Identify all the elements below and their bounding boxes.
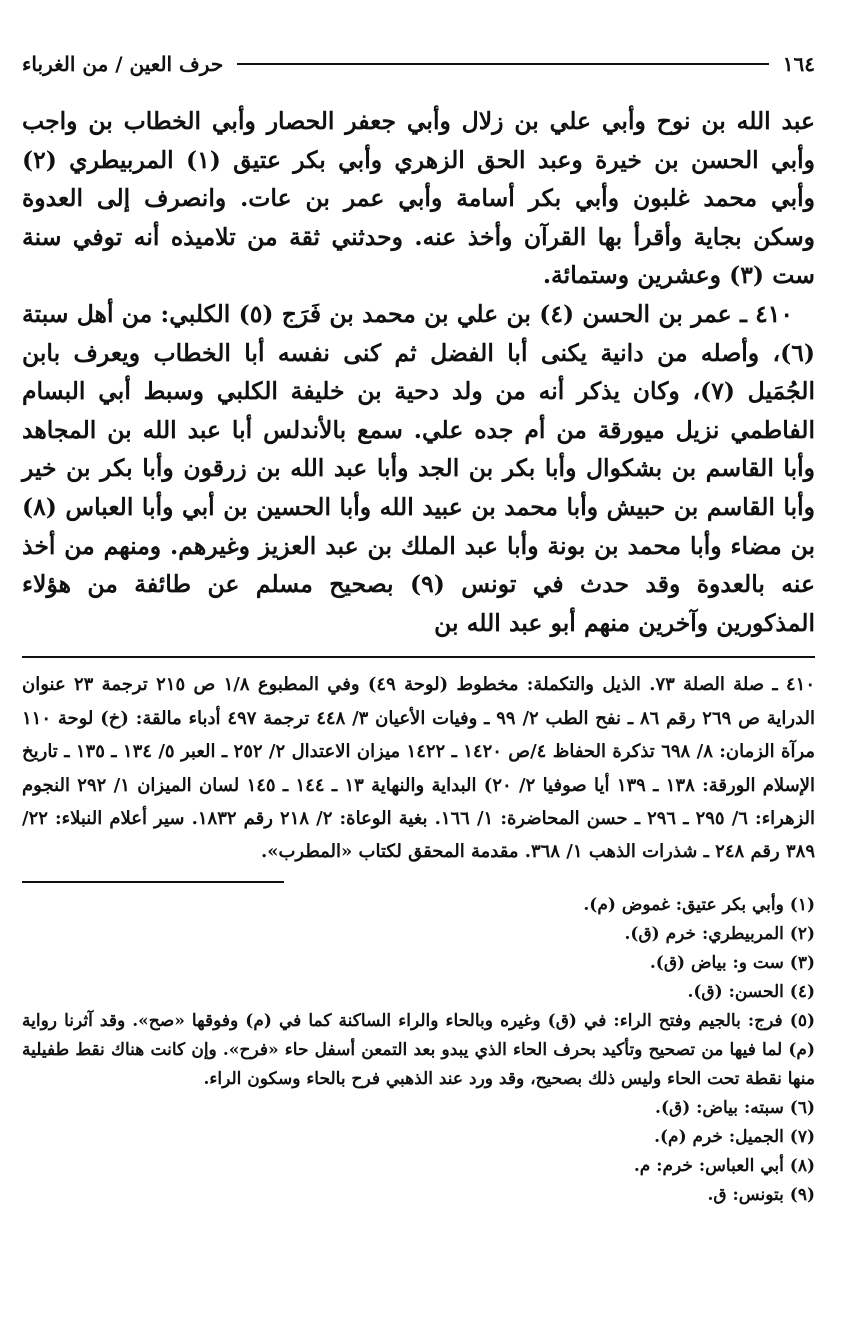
running-title: حرف العين / من الغرباء (22, 52, 224, 76)
footnotes (22, 891, 815, 1210)
page-header (22, 52, 815, 86)
footnote: (٦) سبته: بياض: (ق). (655, 1097, 815, 1118)
footnote: (١) وأبي بكر عتيق: غموض (م). (583, 894, 815, 915)
sources-apparatus: ٤١٠ ـ صلة الصلة ٧٣. الذيل والتكملة: مخطوط (لوحة ٤٩) وفي المطبوع ١/٨ ص ٢١٥ ترجمة ٢٣ عنوان الدراية ص ٢٦٩ رقم ٨٦ ـ نفح الطب ٢/ ٩٩ ـ وفيات الأعيان ٣/ ٤٤٨ ترجمة ٤٩٧ أدباء مالقة: (خ) لوحة ١١٠ مرآة الزمان: ٨/ ٦٩٨ تذكرة الحفاظ ٤/ص ١٤٢٠ ـ ١٤٢٢ ميزان الاعتدال ٢/ ٢٥٢ ـ العبر ٥/ ١٣٤ ـ ١٣٥ ـ تاريخ الإسلام الورقة: ١٣٨ ـ ١٣٩ أيا صوفيا ٢/ ٢٠) البداية والنهاية ١٣ ـ ١٤٤ ـ ١٤٥ لسان الميزان ١/ ٢٩٢ النجوم الزهراء: ٦/ ٢٩٥ ـ ٢٩٦ ـ حسن المحاضرة: ١/ ١٦٦. بغية الوعاة: ٢/ ٢١٨ رقم ١٨٣٢. سير أعلام النبلاء: ٢٢/ ٣٨٩ رقم ٢٤٨ ـ شذرات الذهب ١/ ٣٦٨. مقدمة المحقق لكتاب «المطرب». (22, 674, 816, 863)
footnote: (٩) بتونس: ق. (707, 1184, 815, 1205)
header-rule (237, 63, 769, 65)
entry-410: ٤١٠ ـ عمر بن الحسن (٤) بن علي بن محمد بن فَرَج (٥) الكلبي: من أهل سبتة (٦)، وأصله من دانية يكنى أبا الفضل ثم كنى نفسه أبا الخطاب ويعرف بابن الجُمَيل (٧)، وكان يذكر أنه من ولد دحية بن خليفة الكلبي وسبط أبي البسام الفاطمي نزيل ميورقة من أم جده علي. سمع بالأندلس أبا عبد الله بن المجاهد وأبا القاسم بن بشكوال وأبا بكر بن الجد وأبا عبد الله بن زرقون وأبا بكر بن خير وأبا القاسم بن حبيش وأبا محمد بن عبيد الله وأبا الحسين بن أبي وأبا العباس (٨) بن مضاء وأبا محمد بن بونة وأبا عبد الملك بن عبد العزيز وغيرهم. ومنهم من أخذ عنه بالعدوة وقد حدث في تونس (٩) بصحيح مسلم عن طائفة من هؤلاء المذكورين وآخرين منهم أبو عبد الله بن (22, 299, 815, 637)
footnote: (٢) المربيطري: خرم (ق). (624, 923, 815, 944)
footnotes-separator (22, 881, 284, 883)
main-text (22, 102, 815, 642)
footnote: (٨) أبي العباس: خرم: م. (633, 1155, 815, 1176)
footnote: (٤) الحسن: (ق). (687, 981, 815, 1002)
footnote: (٥) فرج: بالجيم وفتح الراء: في (ق) وغيره وبالحاء والراء الساكنة كما في (م) وفوقها «صح». وقد آثرنا رواية (م) لما فيها من تصحيح وتأكيد بحرف الحاء الذي يبدو بعد التمعن أسفل حاء «فرح». وإن كانت هناك نقط طفيلية منها نقطة تحت الحاء وليس ذلك بصحيح، وقد ورد عند الذهبي فرح بالحاء وسكون الراء. (22, 1010, 815, 1089)
sources-separator (22, 656, 815, 658)
footnote: (٧) الجميل: خرم (م). (654, 1126, 815, 1147)
footnote: (٣) ست و: بياض (ق). (649, 952, 815, 973)
paragraph-continuation: عبد الله بن نوح وأبي علي بن زلال وأبي جعفر الحصار وأبي الخطاب بن واجب وأبي الحسن بن خيرة وعبد الحق الزهري وأبي بكر عتيق (١) المربيطري (٢) وأبي محمد غلبون وأبي بكر أسامة وأبي عمر بن عات. وانصرف إلى العدوة وسكن بجاية وأقرأ بها القرآن وأخذ عنه. وحدثني ثقة من تلاميذه أنه توفي سنة ست (٣) وعشرين وستمائة. (22, 107, 815, 290)
page-number: ١٦٤ (782, 52, 815, 76)
